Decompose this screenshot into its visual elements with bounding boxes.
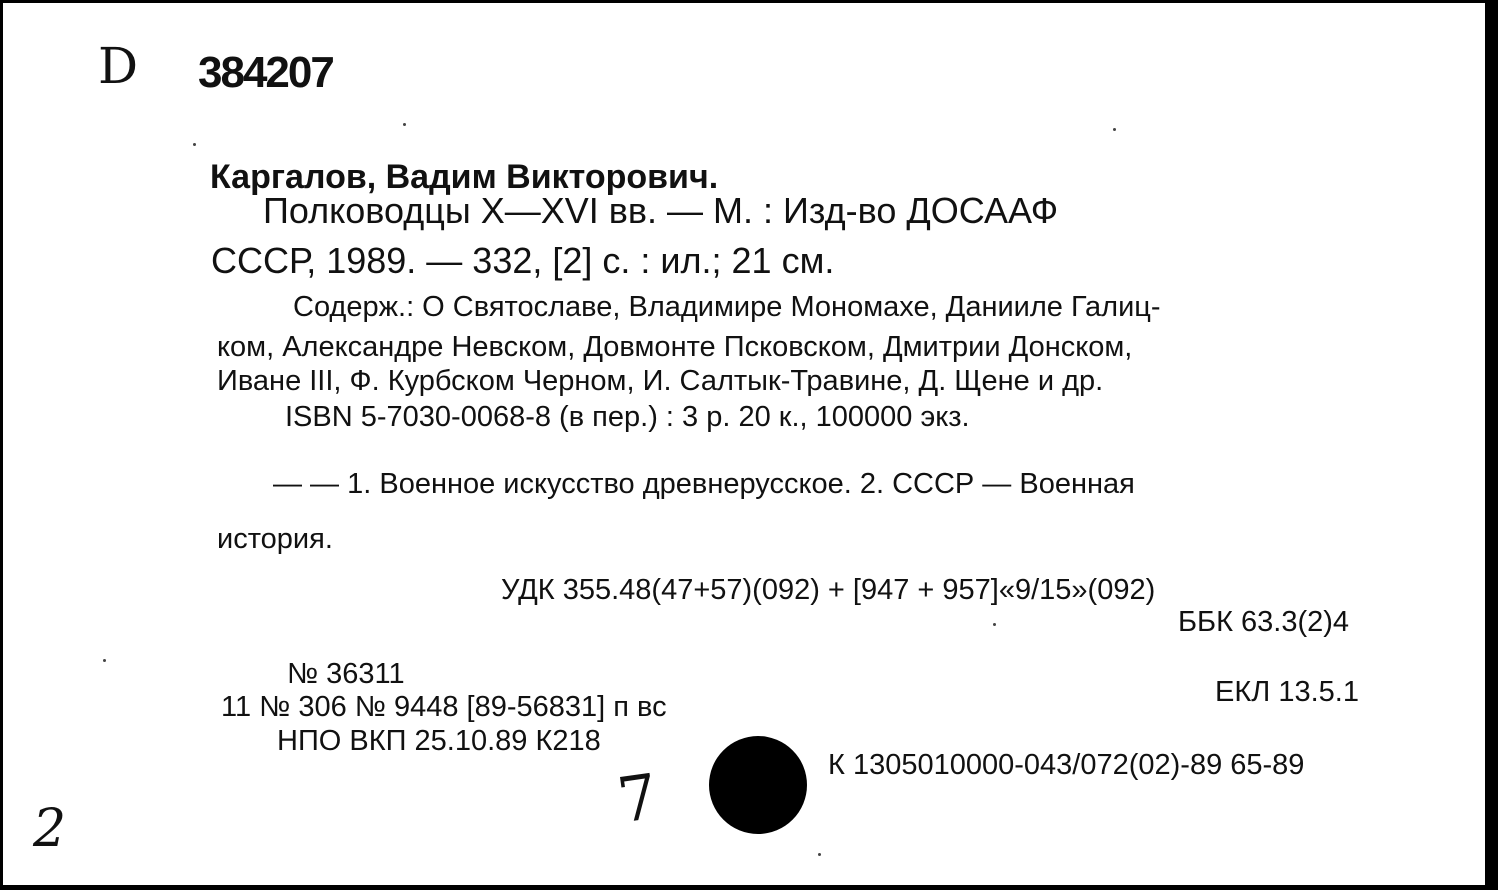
order-number: № 36311: [287, 658, 405, 690]
udk-code: УДК 355.48(47+57)(092) + [947 + 957]«9/15»(092): [501, 574, 1156, 606]
inventory-number: 384207: [198, 48, 333, 97]
contents-line-3: Иване III, Ф. Курбском Черном, И. Салтык-Травине, Д. Щене и др.: [217, 365, 1104, 397]
contents-line-1: Содерж.: О Святославе, Владимире Мономахе, Данииле Галиц-: [293, 291, 1161, 323]
author-name: Каргалов, Вадим Викторович.: [210, 158, 719, 196]
speck: [103, 659, 106, 662]
shelf-mark-letter: D: [98, 37, 139, 95]
isbn-line: ISBN 5-7030-0068-8 (в пер.) : 3 р. 20 к., 100000 экз.: [285, 401, 970, 433]
contents-line-2: ком, Александре Невском, Довмонте Псковском, Дмитрии Донском,: [217, 331, 1133, 363]
k-code: К 1305010000-043/072(02)-89 65-89: [828, 749, 1305, 781]
handwritten-mark: 7: [613, 759, 663, 838]
speck: [818, 853, 821, 856]
speck: [193, 143, 196, 146]
corner-handwritten-number: 2: [33, 799, 67, 859]
catalog-card: [3, 3, 1488, 885]
subjects-line-1: — — 1. Военное искусство древнерусское. 2. СССР — Военная: [273, 468, 1135, 500]
speck: [403, 123, 406, 126]
ink-blot: [709, 736, 807, 834]
speck: [1113, 128, 1116, 131]
npo-line: НПО ВКП 25.10.89 К218: [277, 725, 601, 757]
ekl-code: ЕКЛ 13.5.1: [1215, 676, 1359, 708]
speck: [993, 623, 996, 626]
title-line-2: СССР, 1989. — 332, [2] с. : ил.; 21 см.: [211, 240, 835, 281]
bbk-code: ББК 63.3(2)4: [1178, 606, 1350, 638]
subjects-line-2: история.: [217, 523, 333, 555]
title-line-1: Полководцы X—XVI вв. — М. : Изд-во ДОСААФ: [263, 190, 1059, 231]
print-line: 11 № 306 № 9448 [89-56831] п вс: [221, 691, 667, 723]
